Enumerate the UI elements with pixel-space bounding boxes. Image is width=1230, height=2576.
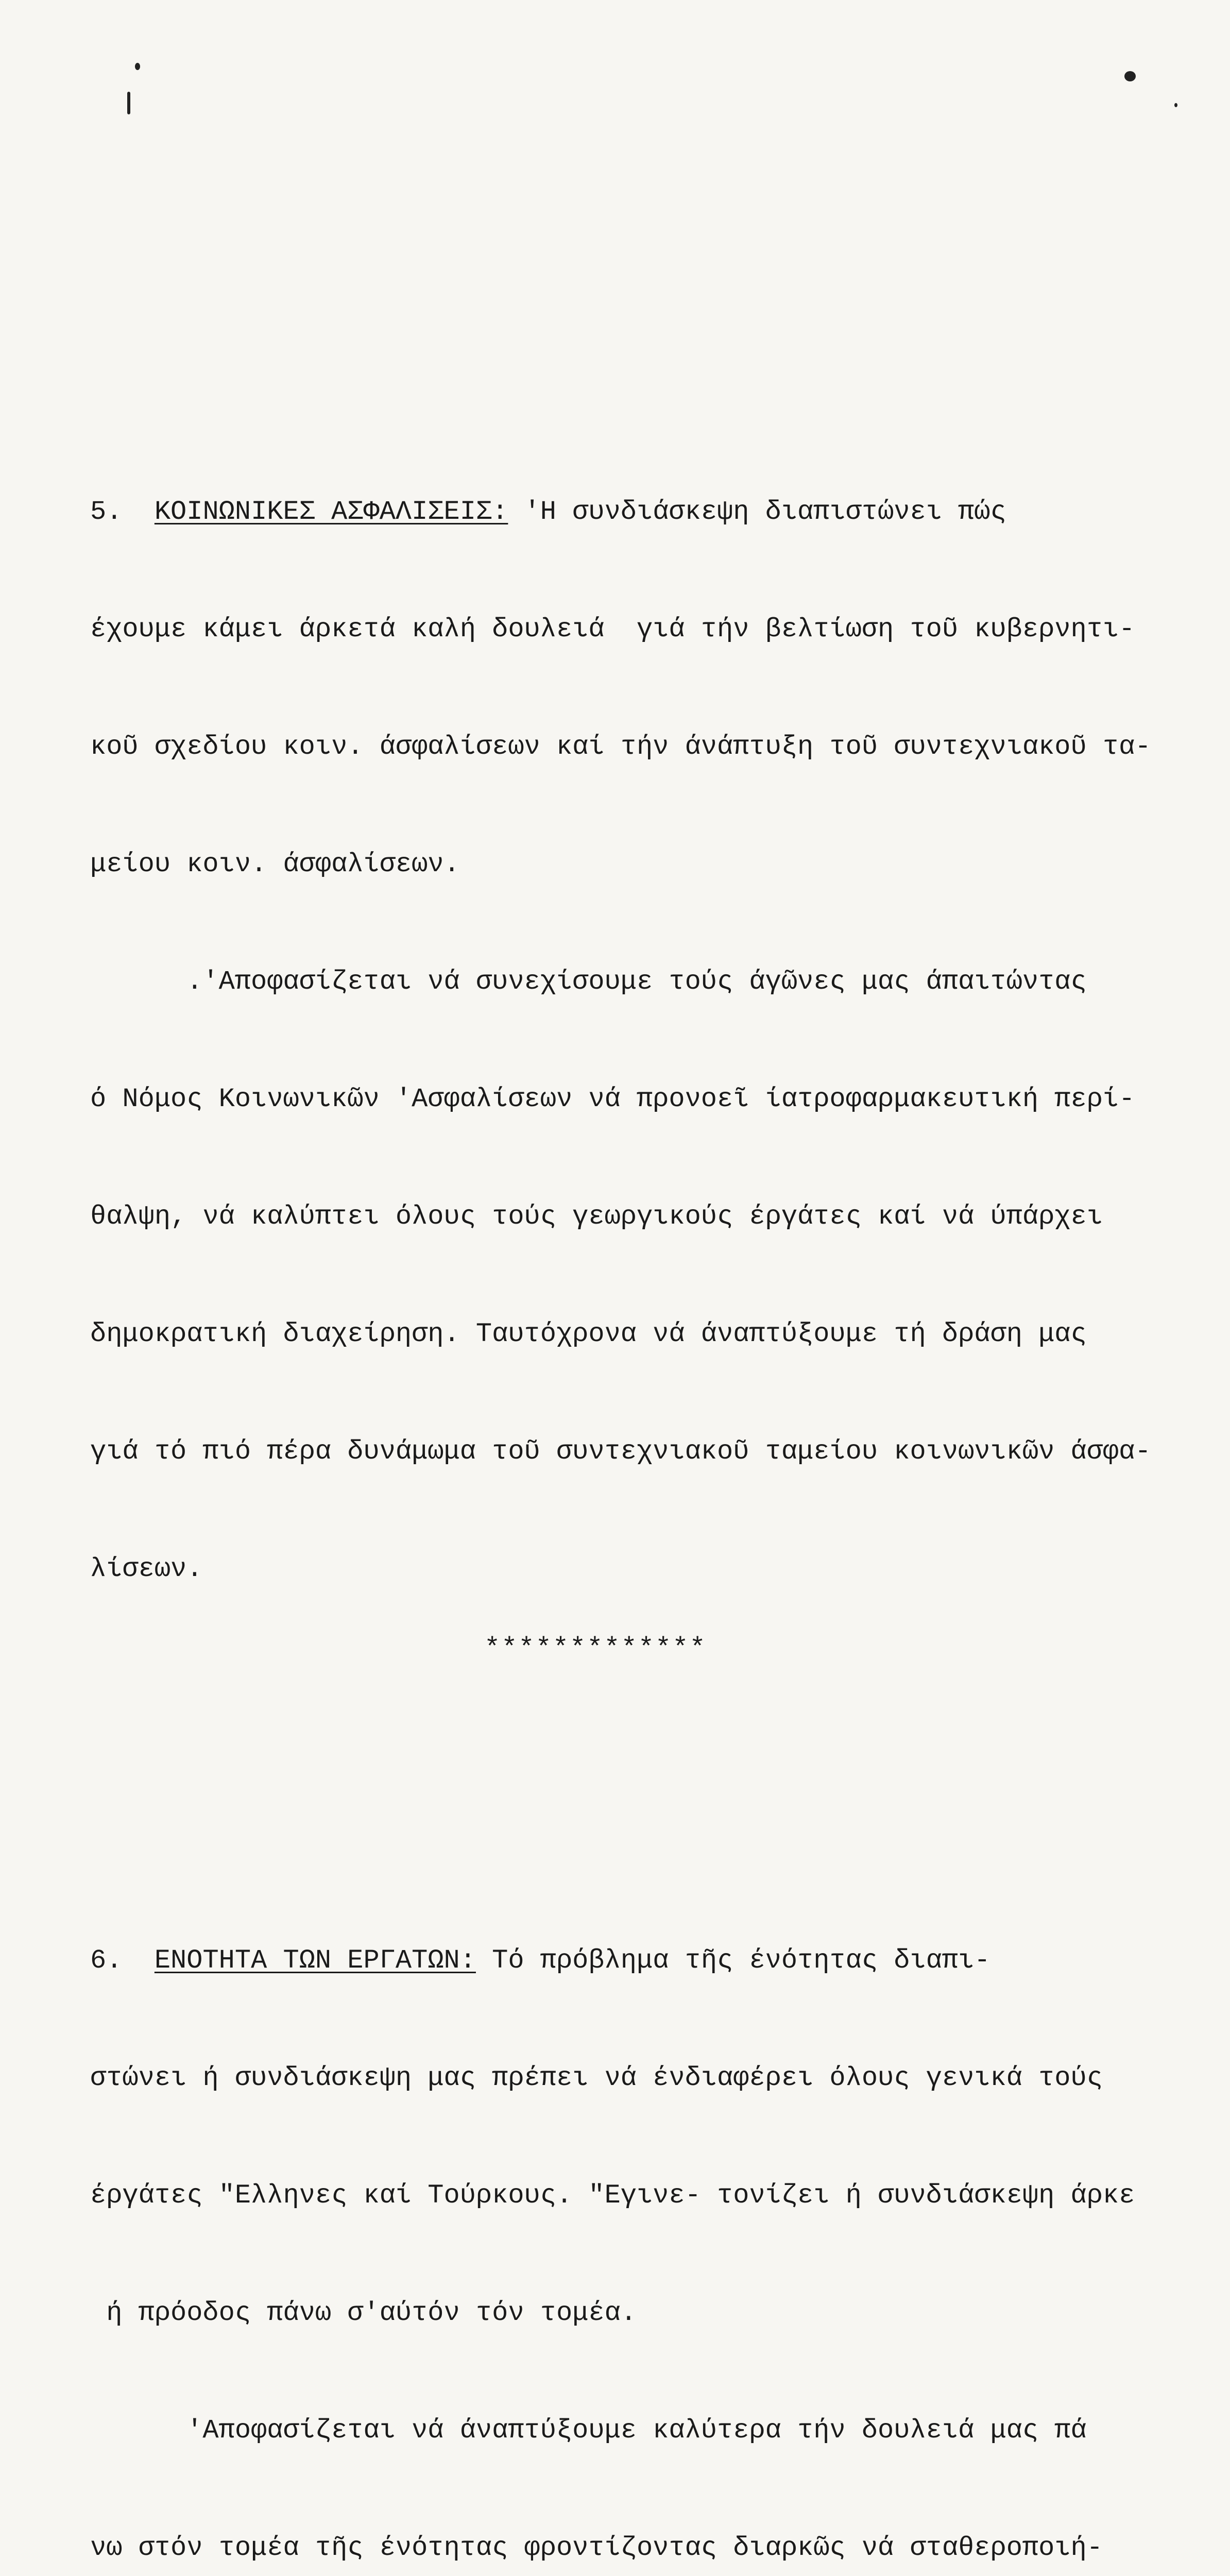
scan-speck — [127, 92, 130, 114]
section-heading-line — [90, 493, 1136, 532]
section-heading: ΕΝΟΤΗΤΑ ΤΩΝ ΕΡΓΑΤΩΝ: — [154, 1945, 476, 1976]
section-6 — [90, 1863, 1136, 2576]
section-heading-line — [90, 1941, 1136, 1980]
section-line: λίσεων. — [90, 1554, 203, 1584]
closing-asterisks: ************* — [484, 1633, 707, 1664]
section-line: έχουμε κάμει άρκετά καλή δουλειά γιά τήν βελτίωση τοῦ κυβερνητι- — [90, 614, 1135, 645]
section-line: στώνει ή συνδιάσκεψη μας πρέπει νά ένδιαφέρει όλους γενικά τούς — [90, 2063, 1103, 2093]
section-number: 6. — [90, 1945, 123, 1976]
scan-speck — [135, 63, 140, 70]
section-line: 'Η συνδιάσκεψη διαπιστώνει πώς — [508, 497, 1006, 527]
section-line: ό Νόμος Κοινωνικῶν 'Ασφαλίσεων νά προνοεῖ ίατροφαρμακευτική περί- — [90, 1084, 1135, 1114]
section-line: δημοκρατική διαχείρηση. Ταυτόχρονα νά άναπτύξουμε τή δράση μας — [90, 1319, 1087, 1349]
section-5 — [90, 414, 1151, 1667]
section-line: κοῦ σχεδίου κοιν. άσφαλίσεων καί τήν άνάπτυξη τοῦ συντεχνιακοῦ τα- — [90, 732, 1151, 762]
section-line: Τό πρόβλημα τῆς ένότητας διαπι- — [475, 1945, 990, 1976]
section-line: νω στόν τομέα τῆς ένότητας φροντίζοντας διαρκῶς νά σταθεροποιή- — [90, 2533, 1103, 2563]
section-line: 'Αποφασίζεται νά άναπτύξουμε καλύτερα τήν δουλειά μας πά — [90, 2415, 1087, 2446]
section-line: θαλψη, νά καλύπτει όλους τούς γεωργικούς έργάτες καί νά ύπάρχει — [90, 1201, 1103, 1232]
section-heading: ΚΟΙΝΩΝΙΚΕΣ ΑΣΦΑΛΙΣΕΙΣ: — [154, 497, 508, 527]
section-line: .'Αποφασίζεται νά συνεχίσουμε τούς άγῶνες μας άπαιτώντας — [90, 967, 1087, 997]
section-line: ή πρόοδος πάνω σ'αύτόν τόν τομέα. — [90, 2298, 637, 2328]
section-number: 5. — [90, 497, 123, 527]
section-line: γιά τό πιό πέρα δυνάμωμα τοῦ συντεχνιακοῦ ταμείου κοινωνικῶν άσφα- — [90, 1436, 1151, 1467]
scan-speck — [1174, 103, 1177, 107]
scan-speck — [1124, 71, 1136, 81]
section-line: μείου κοιν. άσφαλίσεων. — [90, 849, 460, 879]
section-line: έργάτες "Ελληνες καί Τούρκους. "Εγινε- τονίζει ή συνδιάσκεψη άρκε — [90, 2180, 1135, 2211]
document-body — [90, 258, 1151, 2576]
